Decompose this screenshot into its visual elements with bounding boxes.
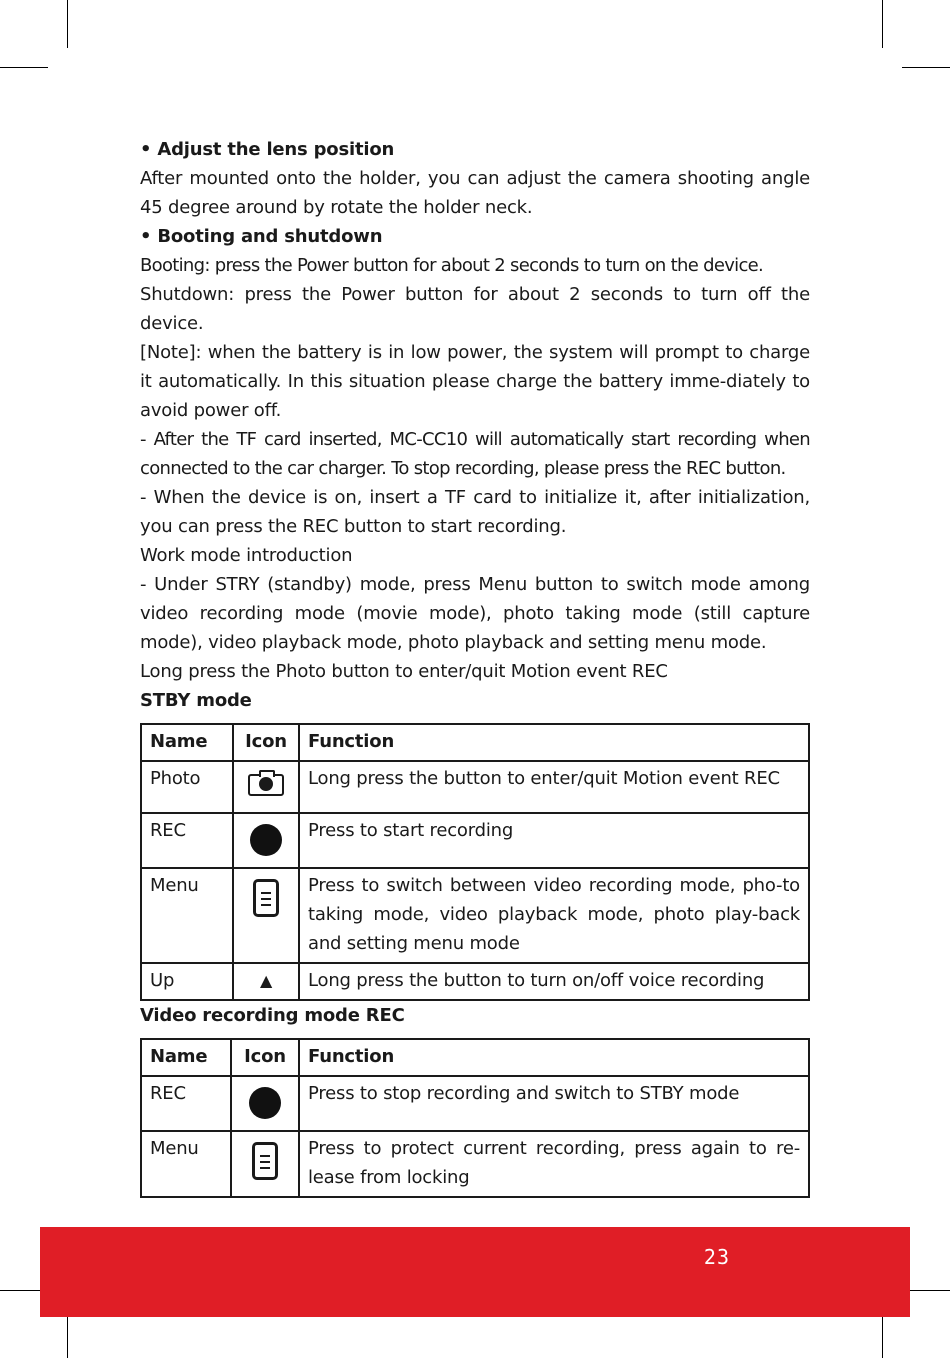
header-name: Name bbox=[141, 1039, 231, 1076]
long-press-paragraph: Long press the Photo button to enter/quit Motion event REC bbox=[140, 661, 668, 682]
row-function: Long press the button to enter/quit Motion event REC bbox=[299, 761, 809, 813]
row-name: REC bbox=[141, 813, 233, 868]
stby-mode-table bbox=[140, 723, 810, 1001]
boot-heading: • Booting and shutdown bbox=[140, 222, 810, 251]
header-icon: Icon bbox=[233, 724, 299, 761]
table-row bbox=[141, 1131, 809, 1197]
row-function: Press to start recording bbox=[299, 813, 809, 868]
header-name: Name bbox=[141, 724, 233, 761]
record-dot-icon bbox=[249, 1087, 281, 1119]
crop-mark bbox=[0, 67, 48, 68]
row-function: Press to stop recording and switch to STBY mode bbox=[299, 1076, 809, 1131]
crop-mark bbox=[902, 67, 950, 68]
boot-paragraph: Booting: press the Power button for about 2 seconds to turn on the device. bbox=[140, 255, 764, 276]
page-number: 23 bbox=[703, 1245, 730, 1269]
row-name: Menu bbox=[141, 1131, 231, 1197]
table-header-row bbox=[141, 724, 809, 761]
stry-paragraph: - Under STRY (standby) mode, press Menu button to switch mode among video recording mode (movie mode), photo taking mode (still capture mode), video playback mode, photo playback and setting menu mode. bbox=[140, 574, 810, 653]
header-function: Function bbox=[299, 724, 809, 761]
camera-icon bbox=[248, 770, 284, 794]
crop-mark bbox=[67, 0, 68, 48]
table-row bbox=[141, 813, 809, 868]
header-function: Function bbox=[299, 1039, 809, 1076]
footer-bar bbox=[40, 1227, 910, 1317]
row-name: Up bbox=[141, 963, 233, 1000]
row-name: REC bbox=[141, 1076, 231, 1131]
crop-mark bbox=[67, 1310, 68, 1358]
lens-heading: • Adjust the lens position bbox=[140, 135, 810, 164]
row-name: Menu bbox=[141, 868, 233, 963]
stby-table-title: STBY mode bbox=[140, 690, 252, 711]
work-mode-heading: Work mode introduction bbox=[140, 545, 353, 566]
table-header-row bbox=[141, 1039, 809, 1076]
header-icon: Icon bbox=[231, 1039, 299, 1076]
crop-mark bbox=[882, 0, 883, 48]
lens-paragraph: After mounted onto the holder, you can adjust the camera shooting angle 45 degree around by rotate the holder neck. bbox=[140, 168, 810, 218]
note-paragraph: [Note]: when the battery is in low power, the system will prompt to charge it automatically. In this situation please charge the battery imme-diately to avoid power off. bbox=[140, 342, 810, 421]
table-row bbox=[141, 868, 809, 963]
rec-mode-table bbox=[140, 1038, 810, 1198]
record-dot-icon bbox=[250, 824, 282, 856]
table-row bbox=[141, 963, 809, 1000]
rec-table-title: Video recording mode REC bbox=[140, 1005, 405, 1026]
menu-icon bbox=[252, 1142, 278, 1180]
up-triangle-icon: ▲ bbox=[259, 971, 273, 990]
row-name: Photo bbox=[141, 761, 233, 813]
shutdown-paragraph: Shutdown: press the Power button for about 2 seconds to turn off the device. bbox=[140, 284, 810, 334]
table-row bbox=[141, 1076, 809, 1131]
device-on-paragraph: - When the device is on, insert a TF card to initialize it, after initialization, you can press the REC button to start recording. bbox=[140, 487, 810, 537]
page-content bbox=[140, 135, 810, 1198]
crop-mark bbox=[882, 1310, 883, 1358]
table-row bbox=[141, 761, 809, 813]
row-function: Long press the button to turn on/off voice recording bbox=[299, 963, 809, 1000]
tf-card-paragraph: - After the TF card inserted, MC-CC10 will automatically start recording when connected to the car charger. To stop recording, please press the REC button. bbox=[140, 429, 810, 479]
menu-icon bbox=[253, 879, 279, 917]
row-function: Press to protect current recording, press again to re-lease from locking bbox=[299, 1131, 809, 1197]
row-function: Press to switch between video recording mode, pho-to taking mode, video playback mode, photo play-back and setting menu mode bbox=[299, 868, 809, 963]
